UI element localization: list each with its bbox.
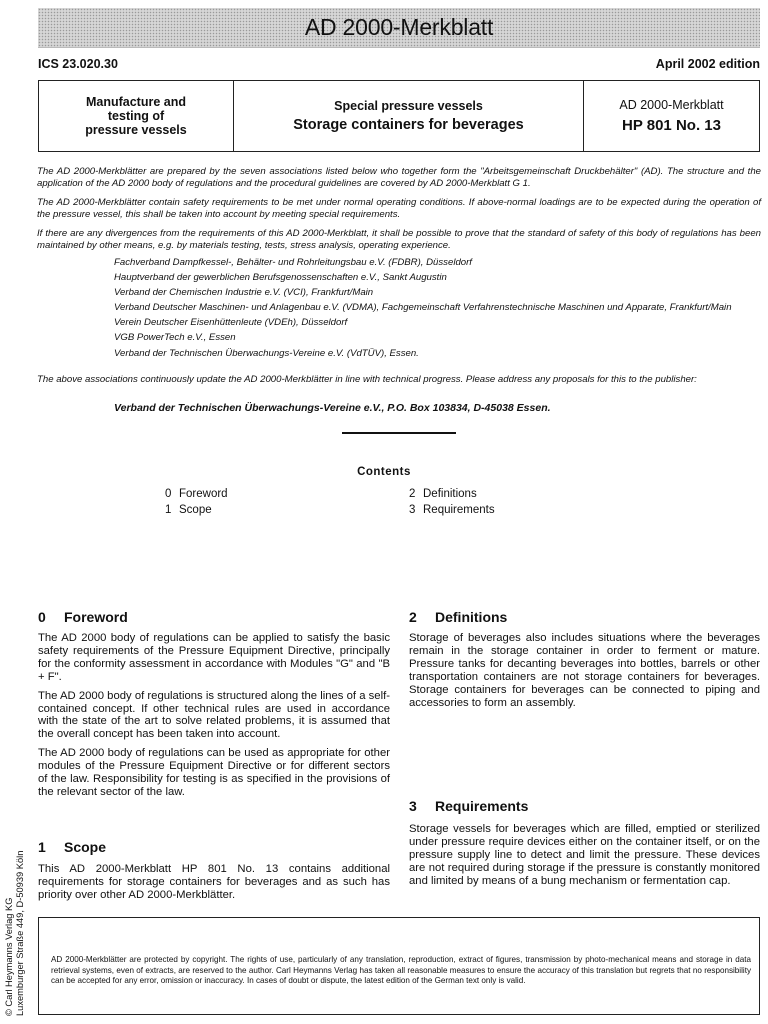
paragraph: Storage of beverages also includes situations where the beverages remain in the storage container in order to ferment or mature. Pressure tanks for decanting beverages into bottles, barrels or other transportation containers are not storage containers for beverages. Storage containers for beverages can be connected to piping and accessories to form an assembly. [409, 632, 760, 709]
association-item: Verein Deutscher Eisenhüttenleute (VDEh), Düsseldorf [114, 317, 348, 329]
association-list [114, 257, 762, 363]
intro-paragraph-4: The above associations continuously update the AD 2000-Merkblätter in line with technical progress. Please address any proposals for this to the publisher: [37, 374, 697, 385]
publisher-sidebar [4, 851, 26, 1016]
toc-item[interactable]: 2 Definitions [409, 488, 477, 500]
header-document-id [584, 81, 759, 151]
association-item: Verband Deutscher Maschinen- und Anlagenbau e.V. (VDMA), Fachgemeinschaft Verfahrenstechnische Maschinen und Apparate, Frankfurt/Main [114, 302, 732, 314]
paragraph: Storage vessels for beverages which are filled, emptied or sterilized under pressure require devices either on the container itself, or on the pressure supply line to detect and limit the pressure. These devices are not required during storage if the pressure is constantly monitored and limited by means of a bung mechanism or fermentation cap. [409, 823, 760, 887]
header-category-line: Manufacture and [85, 95, 186, 109]
association-item: Verband der Technischen Überwachungs-Vereine e.V. (VdTÜV), Essen. [114, 347, 419, 359]
association-item: Verband der Chemischen Industrie e.V. (VCI), Frankfurt/Main [114, 287, 374, 299]
header-subject-sub: Special pressure vessels [334, 99, 483, 113]
header-category [39, 81, 234, 151]
copyright-notice-box [38, 917, 760, 1015]
section-body-scope [38, 863, 390, 908]
section-heading-scope: 1 Scope [38, 839, 107, 855]
edition-date: April 2002 edition [655, 57, 760, 71]
header-subject [234, 81, 584, 151]
section-heading-requirements: 3 Requirements [409, 798, 529, 814]
toc-item[interactable]: 1 Scope [165, 504, 212, 516]
section-heading-foreword: 0 Foreword [38, 609, 128, 625]
association-item: Fachverband Dampfkessel-, Behälter- und Rohrleitungsbau e.V. (FDBR), Düsseldorf [114, 257, 472, 268]
section-body-requirements [409, 823, 760, 894]
section-body-foreword [38, 632, 390, 805]
header-subject-main: Storage containers for beverages [293, 117, 524, 133]
toc-column-right [409, 486, 495, 518]
paragraph: The AD 2000 body of regulations can be used as appropriate for other modules of the Pressure Equipment Directive or for different sectors of the law. Responsibility for testing is as specified in the provisions of the relevant sector of the law. [38, 747, 390, 798]
section-body-definitions [409, 632, 760, 715]
toc-column-left [165, 486, 228, 518]
publisher-address: Verband der Technischen Überwachungs-Vereine e.V., P.O. Box 103834, D-45038 Essen. [114, 402, 551, 414]
title-banner [38, 8, 760, 48]
header-category-line: pressure vessels [85, 123, 187, 137]
paragraph: This AD 2000-Merkblatt HP 801 No. 13 contains additional requirements for storage containers for beverages and as such has priority over other AD 2000-Merkblätter. [38, 863, 390, 901]
association-item: Hauptverband der gewerblichen Berufsgenossenschaften e.V., Sankt Augustin [114, 272, 447, 284]
ics-code: ICS 23.020.30 [38, 57, 118, 71]
document-title: AD 2000-Merkblatt [304, 14, 494, 40]
toc-item[interactable]: 0 Foreword [165, 488, 228, 500]
contents-heading: Contents [357, 466, 411, 478]
intro-paragraph-1: The AD 2000-Merkblätter are prepared by the seven associations listed below who together form the "Arbeitsgemeinschaft Druckbehälter" (AD). The structure and the application of the AD 2000 body of regulations and the procedural guidelines are covered by AD 2000-Merkblatt G 1. [37, 166, 761, 189]
header-document-number: HP 801 No. 13 [622, 117, 721, 134]
toc-item[interactable]: 3 Requirements [409, 504, 495, 516]
section-heading-definitions: 2 Definitions [409, 609, 508, 625]
header-table [38, 80, 760, 152]
paragraph: The AD 2000 body of regulations can be applied to satisfy the basic safety requirements of the Pressure Equipment Directive, principally for the conformity assessment in accordance with Modules "G" and "B + F". [38, 632, 390, 683]
intro-paragraph-3: If there are any divergences from the requirements of this AD 2000-Merkblatt, it shall be possible to prove that the standard of safety of this body of regulations has been maintained by other means, e.g. by materials testing, tests, stress analysis, operating experience. [37, 228, 761, 251]
header-category-line: testing of [107, 109, 165, 123]
header-document-series: AD 2000-Merkblatt [619, 98, 724, 112]
intro-paragraph-2: The AD 2000-Merkblätter contain safety requirements to be met under normal operating conditions. If above-normal loadings are to be expected during the operation of the pressure vessel, this shall be taken into account by meeting special requirements. [37, 197, 761, 220]
section-divider [342, 432, 456, 434]
association-item: VGB PowerTech e.V., Essen [114, 332, 236, 344]
sidebar-address: Luxemburger Straße 449, D-50939 Köln [15, 850, 25, 1016]
copyright-notice: AD 2000-Merkblätter are protected by copyright. The rights of use, particularly of any translation, reproduction, extract of figures, transmission by photo-mechanical means and storage in data retrieval systems, even of extracts, are reserved to the author. Carl Heymanns Verlag has taken all reasonable measures to ensure the accuracy of this translation but regrets that no responsibility can be accepted for any error, omission or inaccuracy. In cases of doubt or dispute, the latest edition of the German text only is valid. [51, 955, 751, 985]
paragraph: The AD 2000 body of regulations is structured along the lines of a self-contained concept. If other technical rules are used in accordance with the state of the art to solve related problems, it is assumed that the overall concept has been taken into account. [38, 689, 390, 741]
sidebar-copyright: © Carl Heymanns Verlag KG [4, 897, 14, 1016]
